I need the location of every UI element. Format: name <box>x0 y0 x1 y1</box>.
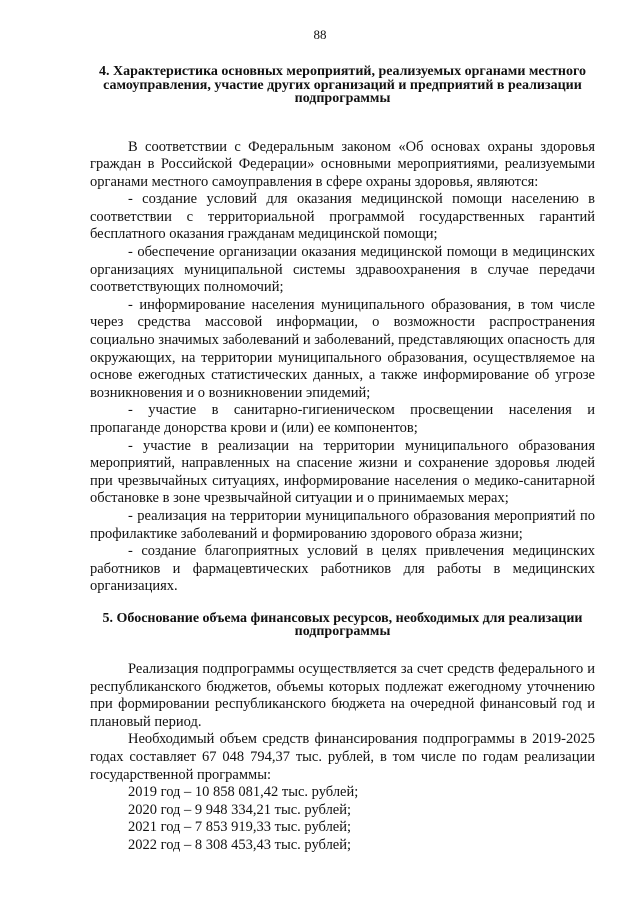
measure-item: - участие в реализации на территории муниципального образования мероприятий, направленных на спасение жизни и сохранение здоровья людей при чрезвычайных ситуациях, информирование населения о медико-санитарной обстановке в зоне чрезвычайной ситуации и о принимаемых мерах; <box>90 437 595 507</box>
section-4-intro: В соответствии с Федеральным законом «Об основах охраны здоровья граждан в Российской Федерации» основными мероприятиями, реализуемыми органами местного самоуправления в сфере охраны здоровья, являются: <box>90 138 595 190</box>
measure-item: - информирование населения муниципального образования, в том числе через средства массовой информации, о возможности распространения социально значимых заболеваний и заболеваний, представляющих опасность для окружающих, на территории муниципального образования, осуществляемое на основе ежегодных статистических данных, а также информирование об угрозе возникновения и о возникновении эпидемий; <box>90 296 595 401</box>
funding-paragraph-1: Реализация подпрограммы осуществляется за счет средств федерального и республиканского бюджетов, объемы которых подлежат ежегодному уточнению при формировании республиканского бюджета на очередной финансовый год и плановый период. <box>90 660 595 730</box>
section-4-heading: 4. Характеристика основных мероприятий, реализуемых органами местного самоуправления, участие других организаций и предприятий в реализации подпрограммы <box>99 64 586 106</box>
funding-year-item: 2019 год – 10 858 081,42 тыс. рублей; <box>128 784 359 801</box>
measure-item: - участие в санитарно-гигиеническом просвещении населения и пропаганде донорства крови и (или) ее компонентов; <box>90 402 595 436</box>
measure-item: - создание условий для оказания медицинской помощи населению в соответствии с территориальной программой государственных гарантий бесплатного оказания гражданам медицинской помощи; <box>90 191 595 243</box>
measure-item: - создание благоприятных условий в целях привлечения медицинских работников и фармацевтических работников для работы в медицинских организациях. <box>90 543 595 595</box>
measures-list <box>90 191 595 596</box>
funding-by-year-list <box>90 784 595 854</box>
section-5-body <box>90 661 595 855</box>
page-content <box>90 65 595 854</box>
measure-item: - обеспечение организации оказания медицинской помощи в медицинских организациях муниципальной системы здравоохранения в случае передачи соответствующих полномочий; <box>90 244 595 296</box>
section-5-heading: 5. Обоснование объема финансовых ресурсов, необходимых для реализации подпрограммы <box>102 610 583 640</box>
funding-paragraph-2: Необходимый объем средств финансирования подпрограммы в 2019-2025 годах составляет 67 048 794,37 тыс. рублей, в том числе по годам реализации государственной программы: <box>90 731 595 783</box>
measure-item: - реализация на территории муниципального образования мероприятий по профилактике заболеваний и формированию здорового образа жизни; <box>90 507 595 542</box>
funding-year-item: 2021 год – 7 853 919,33 тыс. рублей; <box>128 819 352 836</box>
section-4-body <box>90 139 595 596</box>
funding-year-item: 2022 год – 8 308 453,43 тыс. рублей; <box>128 836 352 853</box>
funding-year-item: 2020 год – 9 948 334,21 тыс. рублей; <box>128 801 352 818</box>
page-number: 88 <box>313 27 327 42</box>
